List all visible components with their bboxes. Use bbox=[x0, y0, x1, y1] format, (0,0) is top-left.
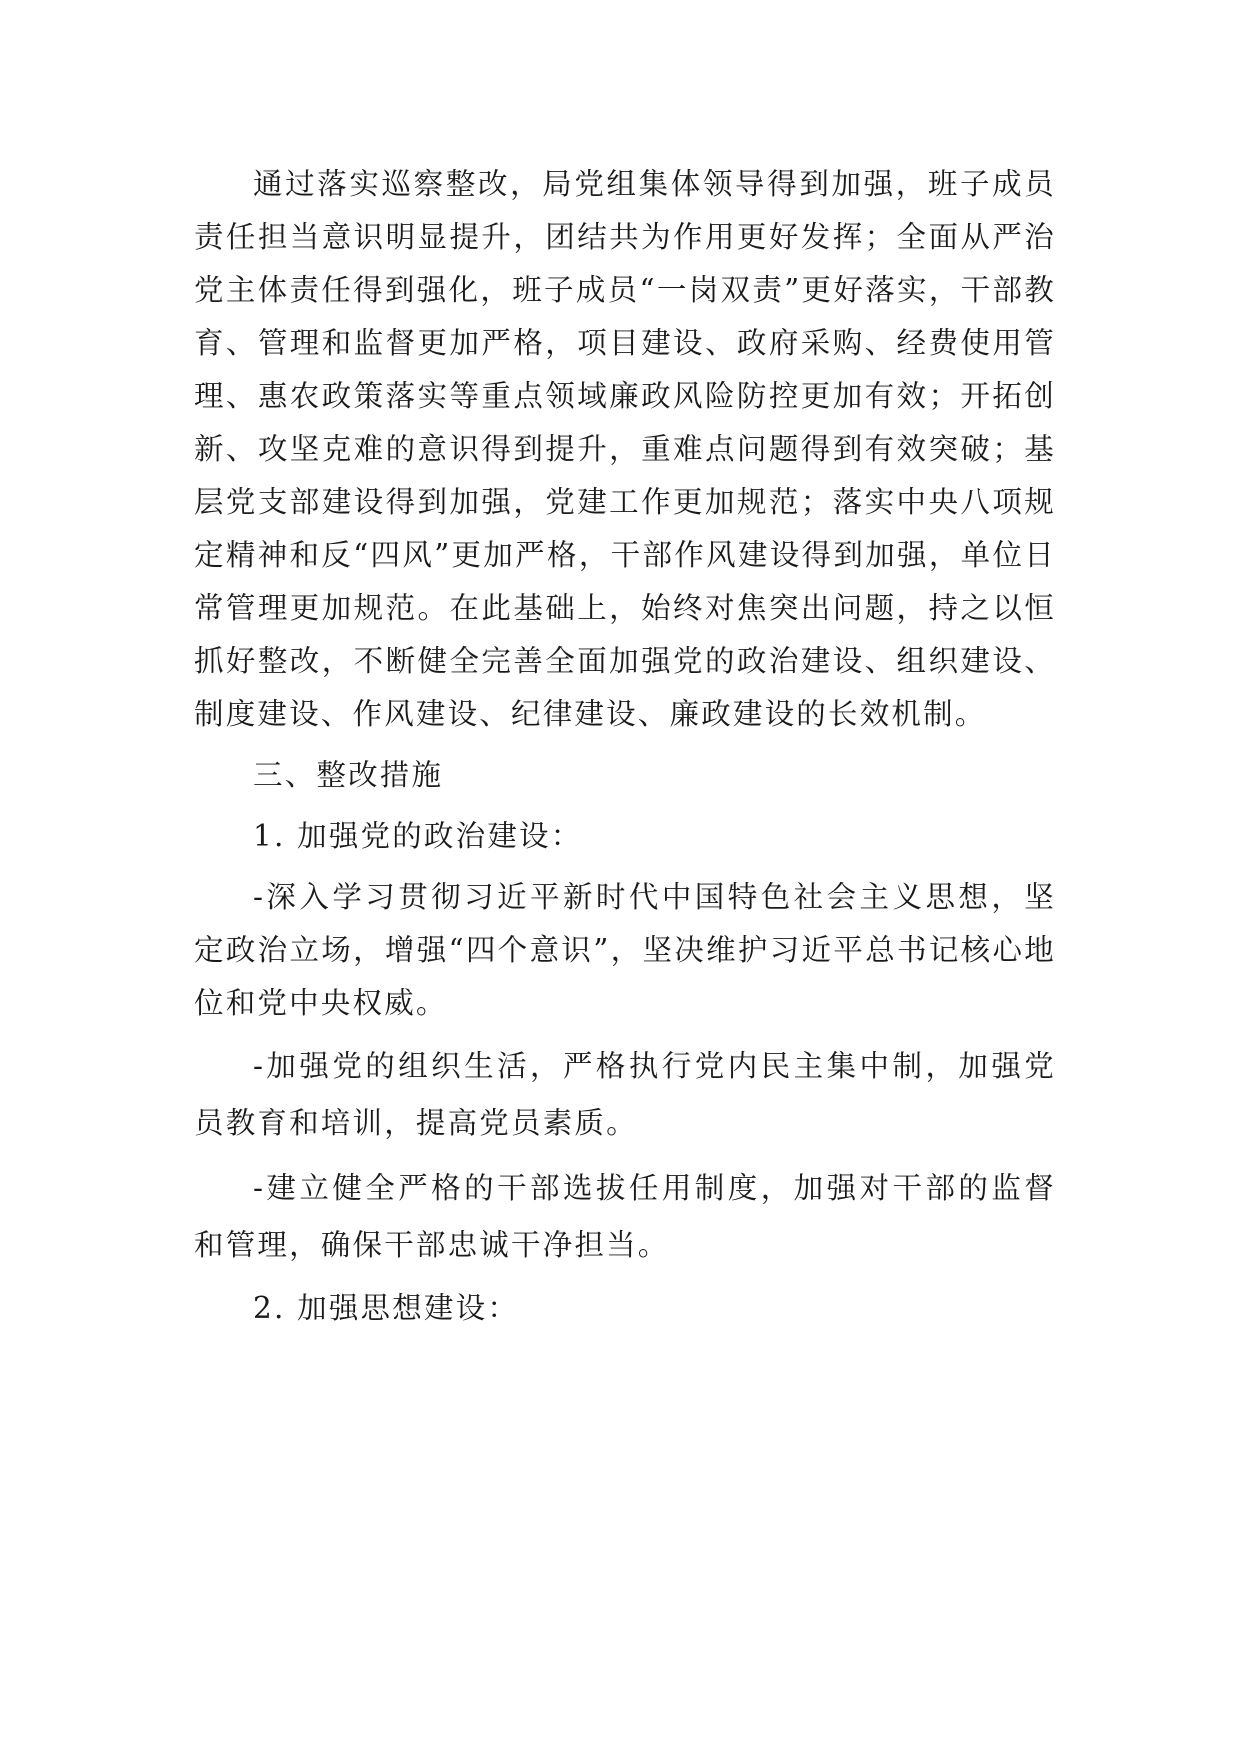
item-title-2: 2. 加强思想建设： bbox=[253, 1291, 520, 1325]
bullet-paragraph-2: -加强党的组织生活，严格执行党内民主集中制，加强党员教育和培训，提高党员素质。 bbox=[194, 1049, 1056, 1140]
document-page bbox=[194, 158, 1056, 1335]
item-title-1: 1. 加强党的政治建设： bbox=[253, 819, 583, 853]
section-heading: 三、整改措施 bbox=[253, 758, 444, 792]
bullet-paragraph-3: -建立健全严格的干部选拔任用制度，加强对干部的监督和管理，确保干部忠诚干净担当。 bbox=[194, 1171, 1056, 1262]
bullet-paragraph-1: -深入学习贯彻习近平新时代中国特色社会主义思想，坚定政治立场，增强“四个意识”，坚决维护习近平总书记核心地位和党中央权威。 bbox=[194, 880, 1056, 1020]
body-paragraph: 通过落实巡察整改，局党组集体领导得到加强，班子成员责任担当意识明显提升，团结共为作用更好发挥；全面从严治党主体责任得到强化，班子成员“一岗双责”更好落实，干部教育、管理和监督更加严格，项目建设、政府采购、经费使用管理、惠农政策落实等重点领域廉政风险防控更加有效；开拓创新、攻坚克难的意识得到提升，重难点问题得到有效突破；基层党支部建设得到加强，党建工作更加规范；落实中央八项规定精神和反“四风”更加严格，干部作风建设得到加强，单位日常管理更加规范。在此基础上，始终对焦突出问题，持之以恒抓好整改，不断健全完善全面加强党的政治建设、组织建设、制度建设、作风建设、纪律建设、廉政建设的长效机制。 bbox=[194, 167, 1056, 731]
